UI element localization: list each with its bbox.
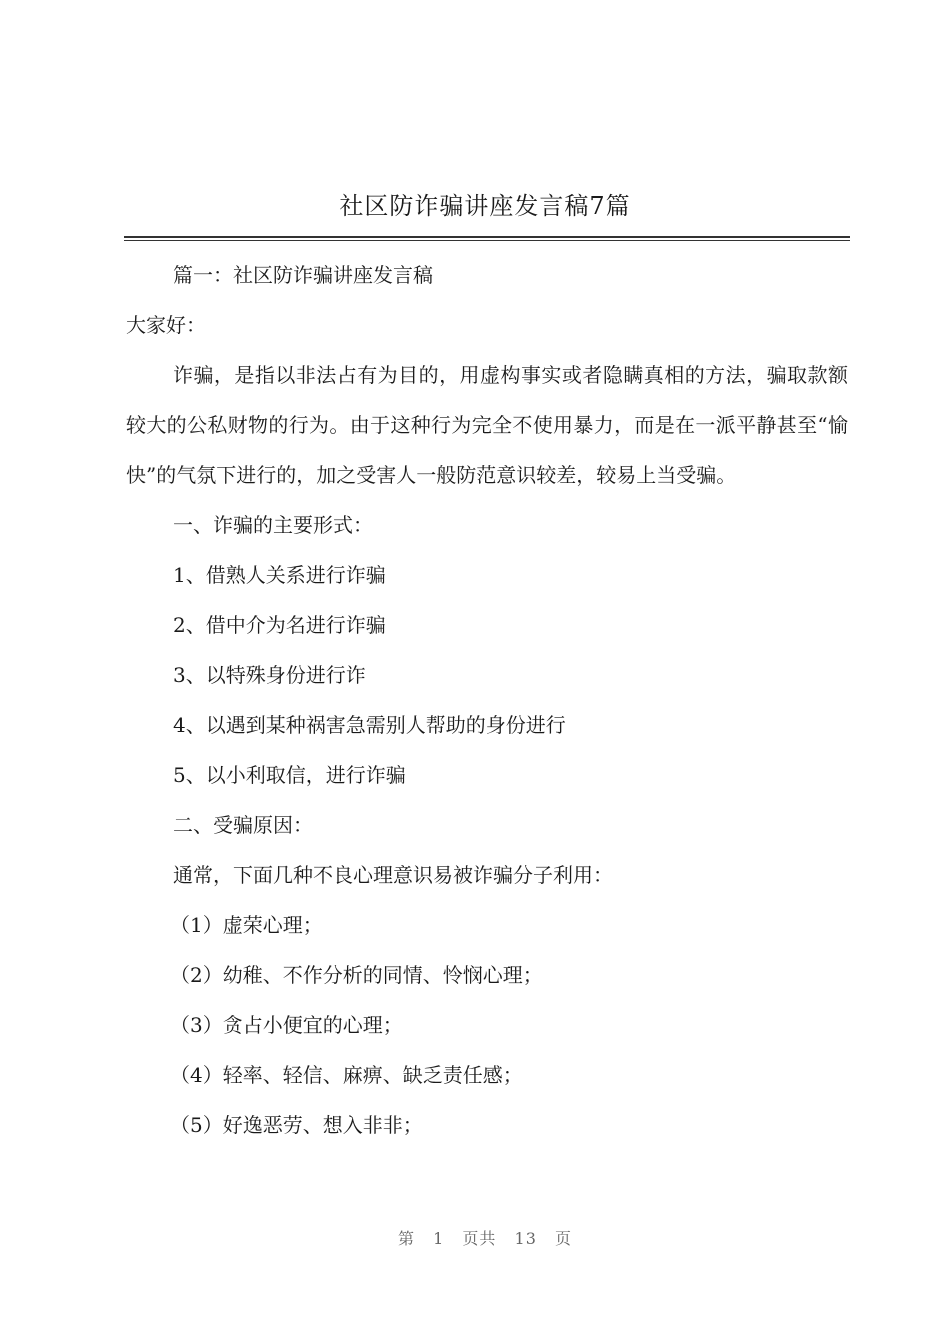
section-heading: 篇一：社区防诈骗讲座发言稿: [173, 263, 433, 287]
footer-page-suffix: 页: [554, 1229, 572, 1248]
list-item: （3）贪占小便宜的心理；: [170, 1013, 403, 1037]
page-title: 社区防诈骗讲座发言稿7篇: [339, 192, 631, 220]
document-body: [126, 250, 848, 1150]
page-footer: [0, 1226, 950, 1249]
footer-page-total: 13: [514, 1229, 537, 1248]
footer-page-middle: 页共: [462, 1229, 497, 1248]
intro-paragraph: 诈骗，是指以非法占有为目的，用虚构事实或者隐瞒真相的方法，骗取款额较大的公私财物的行为。由于这种行为完全不使用暴力，而是在一派平静甚至“愉快”的气氛下进行的，加之受害人一般防范意识较差，较易上当受骗。: [126, 363, 848, 487]
list-item: （4）轻率、轻信、麻痹、缺乏责任感；: [170, 1063, 523, 1087]
list-item: 4、以遇到某种祸害急需别人帮助的身份进行: [173, 713, 566, 737]
title-divider: [124, 236, 850, 241]
list-item: （2）幼稚、不作分析的同情、怜悯心理；: [170, 963, 543, 987]
list-item: （5）好逸恶劳、想入非非；: [170, 1113, 423, 1137]
footer-page-number: 1: [433, 1229, 445, 1248]
forms-heading: 一、诈骗的主要形式：: [173, 513, 373, 537]
greeting: 大家好：: [126, 313, 206, 337]
list-item: 1、借熟人关系进行诈骗: [173, 563, 386, 587]
list-item: （1）虚荣心理；: [170, 913, 323, 937]
list-item: 5、以小利取信，进行诈骗: [173, 763, 406, 787]
causes-intro: 通常，下面几种不良心理意识易被诈骗分子利用：: [173, 863, 613, 887]
list-item: 2、借中介为名进行诈骗: [173, 613, 386, 637]
causes-heading: 二、受骗原因：: [173, 813, 313, 837]
footer-page-prefix: 第: [398, 1229, 416, 1248]
list-item: 3、以特殊身份进行诈: [173, 663, 366, 687]
